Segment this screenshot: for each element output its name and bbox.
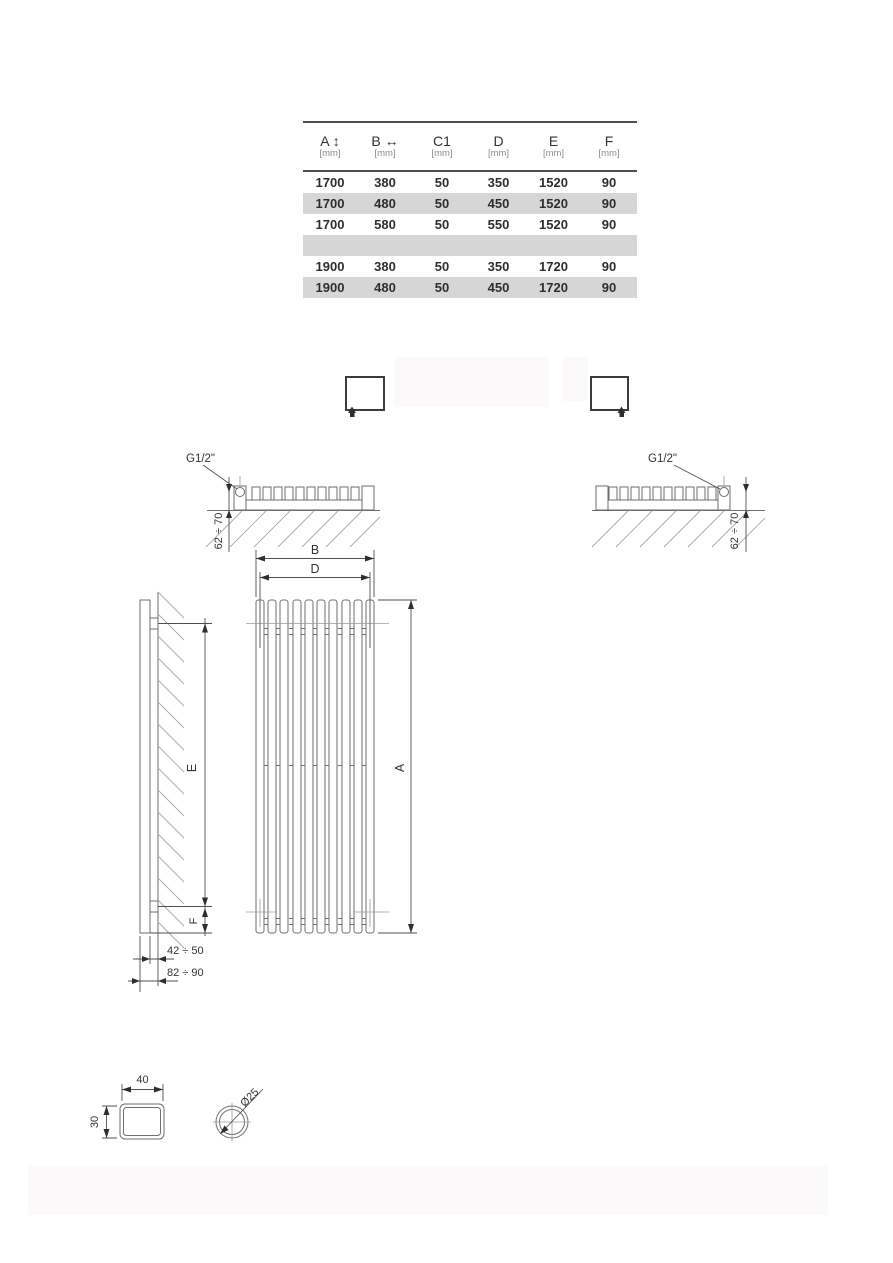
column-header-label: D bbox=[493, 132, 504, 149]
table-cell: 1700 bbox=[315, 196, 345, 211]
dim-d-label: D bbox=[310, 562, 320, 576]
radiator-outline bbox=[346, 377, 384, 410]
column-header-unit: [mm] bbox=[487, 148, 510, 160]
dim-e-label: E bbox=[185, 763, 199, 773]
front-view bbox=[246, 543, 417, 933]
tube bbox=[354, 600, 362, 933]
tube bbox=[280, 600, 288, 933]
collector-top-view bbox=[596, 500, 724, 510]
depth-max-label: 82 ÷ 90 bbox=[167, 967, 204, 979]
collector-top-view bbox=[246, 500, 374, 510]
dim-b-label: B bbox=[310, 543, 320, 557]
table-cell: 50 bbox=[434, 217, 450, 232]
depth-min-label: 42 ÷ 50 bbox=[167, 945, 204, 957]
tube-row-top-view bbox=[252, 487, 370, 500]
tube bbox=[317, 600, 325, 933]
dim-a-label: A bbox=[393, 763, 407, 773]
column-header-unit: [mm] bbox=[542, 148, 565, 160]
column-header-label: B ↔ bbox=[371, 132, 399, 149]
tube bbox=[305, 600, 313, 933]
table-cell: 90 bbox=[601, 196, 617, 211]
table-cell: 50 bbox=[434, 259, 450, 274]
faint-artifact bbox=[28, 1166, 828, 1215]
table-cell: 1900 bbox=[315, 259, 345, 274]
table-cell: 90 bbox=[601, 217, 617, 232]
end-cap bbox=[596, 486, 608, 510]
table-cell: 90 bbox=[601, 175, 617, 190]
table-cell: 1700 bbox=[315, 175, 345, 190]
tube-profile-detail bbox=[89, 1074, 164, 1139]
end-cap bbox=[362, 486, 374, 510]
faint-artifact bbox=[394, 357, 549, 407]
table-cell: 380 bbox=[374, 175, 396, 190]
table-cell: 450 bbox=[487, 196, 510, 211]
table-cell: 350 bbox=[487, 259, 510, 274]
radiator-side-profile bbox=[140, 600, 150, 933]
tube bbox=[293, 600, 301, 933]
table-cell: 580 bbox=[374, 217, 396, 232]
tube-profile-inner bbox=[124, 1108, 161, 1136]
table-cell: 1720 bbox=[539, 259, 568, 274]
extension-lines bbox=[102, 1106, 117, 1138]
vertical-tubes bbox=[256, 600, 374, 933]
table-cell: 50 bbox=[434, 280, 450, 295]
connection-diagram-right bbox=[591, 377, 628, 417]
collector-diameter-label: Ø25 bbox=[238, 1086, 262, 1110]
thread-label: G1/2" bbox=[648, 453, 678, 465]
table-cell: 1520 bbox=[539, 175, 568, 190]
extension-lines bbox=[122, 1084, 163, 1101]
thread-leader-line bbox=[203, 465, 237, 489]
tube bbox=[268, 600, 276, 933]
table-cell: 1520 bbox=[539, 196, 568, 211]
column-header-unit: [mm] bbox=[374, 148, 396, 160]
table-cell: 1900 bbox=[315, 280, 345, 295]
table-cell: 480 bbox=[374, 280, 396, 295]
dim-arrows bbox=[132, 956, 166, 984]
table-cell: 350 bbox=[487, 175, 510, 190]
wall-offset-label: 62 ÷ 70 bbox=[213, 512, 225, 550]
column-header-label: A ↕ bbox=[320, 132, 340, 149]
table-cell: 90 bbox=[601, 259, 617, 274]
wall-hatching bbox=[206, 511, 380, 547]
tube bbox=[329, 600, 337, 933]
dim-ticks bbox=[150, 624, 212, 934]
thread-label: G1/2" bbox=[186, 453, 216, 465]
table-cell: 1520 bbox=[539, 217, 568, 232]
connection-diagram-left bbox=[346, 377, 384, 417]
column-header-unit: [mm] bbox=[319, 148, 341, 160]
table-cell: 550 bbox=[487, 217, 510, 232]
side-view bbox=[128, 592, 212, 992]
tube bbox=[256, 600, 264, 933]
table-cell: 450 bbox=[487, 280, 510, 295]
column-header-label: C1 bbox=[433, 132, 451, 149]
table-cell: 1720 bbox=[539, 280, 568, 295]
wall-section-left bbox=[186, 453, 380, 552]
column-header-label: F bbox=[604, 132, 614, 149]
table-cell: 90 bbox=[601, 280, 617, 295]
thread-connection bbox=[720, 488, 729, 497]
wall-offset-label: 62 ÷ 70 bbox=[729, 512, 741, 550]
mounting-bracket-top bbox=[150, 618, 158, 629]
faint-artifact bbox=[562, 357, 588, 401]
table-cell: 480 bbox=[374, 196, 396, 211]
column-header-label: E bbox=[548, 132, 559, 149]
wall-section-right bbox=[592, 453, 765, 552]
profile-height-label: 30 bbox=[89, 1115, 101, 1129]
table-cell: 380 bbox=[374, 259, 396, 274]
mounting-bracket-bottom bbox=[150, 901, 158, 912]
column-header-unit: [mm] bbox=[431, 148, 453, 160]
dim-f-label: F bbox=[188, 917, 200, 925]
tube bbox=[342, 600, 350, 933]
thread-leader-line bbox=[674, 465, 720, 489]
table-cell: 1700 bbox=[315, 217, 345, 232]
column-header-unit: [mm] bbox=[598, 148, 620, 160]
table-cell: 50 bbox=[434, 196, 450, 211]
collector-profile-detail bbox=[213, 1086, 263, 1141]
depth-extension-lines bbox=[140, 936, 158, 992]
profile-width-label: 40 bbox=[136, 1074, 149, 1086]
table-cell: 50 bbox=[434, 175, 450, 190]
tube-row-top-view bbox=[598, 487, 716, 500]
wall-hatching bbox=[158, 592, 184, 948]
radiator-outline bbox=[591, 377, 628, 410]
tube bbox=[366, 600, 374, 933]
